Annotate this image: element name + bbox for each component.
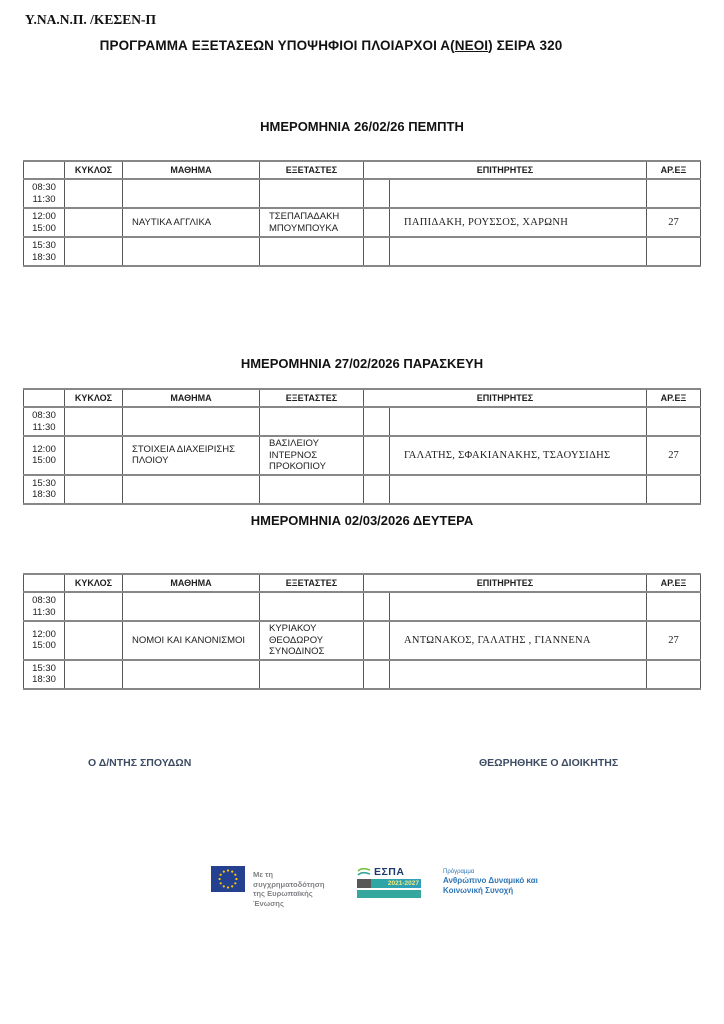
time-cell	[24, 237, 65, 266]
subject-header: ΜΑΘΗΜΑ	[123, 574, 260, 592]
cell-line: 18:30	[32, 674, 56, 685]
cycle-header: ΚΥΚΛΟΣ	[65, 161, 123, 179]
subject-cell	[123, 592, 260, 621]
eu-cofunding-line1: Με τη συγχρηματοδότηση	[253, 870, 325, 889]
cell-line: 11:30	[32, 421, 56, 433]
gap-cell	[364, 621, 390, 660]
time-cell	[24, 407, 65, 436]
program-line1: Ανθρώπινο Δυναμικό και	[443, 876, 538, 885]
cell-line: 18:30	[32, 489, 56, 500]
time-cell	[24, 436, 65, 475]
page-title	[0, 38, 724, 53]
cell-line: ΚΥΡΙΑΚΟΥ	[269, 623, 317, 634]
page-title-suffix: ) ΣΕΙΡΑ 320	[488, 38, 563, 53]
examiners-cell	[260, 237, 364, 266]
gap-cell	[364, 208, 390, 237]
espa-name: ΕΣΠΑ	[374, 866, 405, 878]
examiners-cell	[260, 436, 364, 475]
time-cell	[24, 660, 65, 689]
count-cell	[647, 475, 701, 504]
table-row	[24, 475, 701, 504]
time-header	[24, 161, 65, 179]
espa-tagline-bar	[357, 890, 421, 898]
espa-logo	[357, 866, 421, 898]
program-label: Πρόγραμμα	[443, 869, 475, 875]
cell-line: 15:00	[32, 640, 56, 652]
cycle-cell	[65, 407, 123, 436]
cycle-cell	[65, 592, 123, 621]
cycle-cell	[65, 475, 123, 504]
espa-wave-icon	[357, 867, 371, 878]
subject-cell	[123, 660, 260, 689]
signature-commander: ΘΕΩΡΗΘΗΚΕ Ο ΔΙΟΙΚΗΤΗΣ	[479, 757, 619, 769]
subject-cell	[123, 407, 260, 436]
invigilators-header: ΕΠΙΤΗΡΗΤΕΣ	[364, 574, 647, 592]
gap-cell	[364, 407, 390, 436]
cell-line: 11:30	[32, 606, 56, 618]
subject-cell	[123, 237, 260, 266]
cell-line: 15:00	[32, 455, 56, 467]
time-cell	[24, 475, 65, 504]
subject-header: ΜΑΘΗΜΑ	[123, 389, 260, 407]
cell-line: 08:30	[32, 595, 56, 606]
cell-line: ΙΝΤΕΡΝΟΣ	[269, 449, 318, 461]
subject-cell: ΝΑΥΤΙΚΑ ΑΓΓΛΙΚΑ	[123, 208, 260, 237]
cell-line: ΠΡΟΚΟΠΙΟΥ	[269, 461, 326, 472]
cell-line: ΣΥΝΟΔΙΝΟΣ	[269, 646, 325, 657]
cycle-cell	[65, 208, 123, 237]
subject-cell	[123, 179, 260, 208]
cell-line: 15:30	[32, 240, 56, 251]
gap-cell	[364, 436, 390, 475]
exam-table-3	[23, 573, 701, 690]
cell-line: 11:30	[32, 193, 56, 205]
subject-header: ΜΑΘΗΜΑ	[123, 161, 260, 179]
cell-line: ΜΠΟΥΜΠΟΥΚΑ	[269, 222, 339, 234]
cell-line: 15:30	[32, 477, 56, 489]
examiners-cell	[260, 475, 364, 504]
gap-cell	[364, 592, 390, 621]
signature-director-of-studies: Ο Δ/ΝΤΗΣ ΣΠΟΥΔΩΝ	[88, 757, 192, 769]
cell-line: 08:30	[32, 410, 56, 421]
table-header-row	[24, 161, 701, 179]
table-header-row	[24, 574, 701, 592]
invigilators-cell	[390, 237, 647, 266]
invigilators-cell: ΠΑΠΙΔΑΚΗ, ΡΟΥΣΣΟΣ, ΧΑΡΩΝΗ	[390, 208, 647, 237]
program-line2: Κοινωνική Συνοχή	[443, 886, 514, 895]
count-header: ΑΡ.ΕΞ	[647, 161, 701, 179]
invigilators-cell	[390, 592, 647, 621]
cycle-header: ΚΥΚΛΟΣ	[65, 574, 123, 592]
cell-line: 08:30	[32, 182, 56, 193]
invigilators-cell	[390, 407, 647, 436]
examiners-cell	[260, 592, 364, 621]
invigilators-cell: ΑΝΤΩΝΑΚΟΣ, ΓΑΛΑΤΗΣ , ΓΙΑΝΝΕΝΑ	[390, 621, 647, 660]
table-row	[24, 592, 701, 621]
examiners-cell	[260, 179, 364, 208]
count-cell: 27	[647, 621, 701, 660]
cell-line: 15:30	[32, 662, 56, 674]
table-row	[24, 660, 701, 689]
gap-cell	[364, 179, 390, 208]
funding-logos	[211, 866, 563, 908]
eu-cofunding-line2: της Ευρωπαϊκής Ένωσης	[253, 889, 313, 908]
count-header: ΑΡ.ΕΞ	[647, 574, 701, 592]
cell-line: ΘΕΟΔΩΡΟΥ	[269, 634, 324, 646]
table-row	[24, 237, 701, 266]
time-cell	[24, 208, 65, 237]
examiners-header: ΕΞΕΤΑΣΤΕΣ	[260, 389, 364, 407]
invigilators-cell	[390, 475, 647, 504]
cycle-cell	[65, 436, 123, 475]
cell-line: 15:00	[32, 222, 56, 234]
examiners-cell	[260, 660, 364, 689]
page-title-underlined: ΝΕΟΙ	[454, 38, 489, 53]
table-row	[24, 208, 701, 237]
exam-table-2	[23, 388, 701, 505]
exam-table-1	[23, 160, 701, 267]
time-header	[24, 389, 65, 407]
cycle-header: ΚΥΚΛΟΣ	[65, 389, 123, 407]
subject-cell: ΣΤΟΙΧΕΙΑ ΔΙΑΧΕΙΡΙΣΗΣ ΠΛΟΙΟΥ	[123, 436, 260, 475]
count-cell	[647, 592, 701, 621]
gap-cell	[364, 660, 390, 689]
count-cell: 27	[647, 436, 701, 475]
cell-line: 18:30	[32, 251, 56, 263]
count-cell	[647, 237, 701, 266]
invigilators-header: ΕΠΙΤΗΡΗΤΕΣ	[364, 389, 647, 407]
eu-flag-icon	[211, 866, 245, 892]
time-cell	[24, 179, 65, 208]
invigilators-header: ΕΠΙΤΗΡΗΤΕΣ	[364, 161, 647, 179]
subject-cell	[123, 475, 260, 504]
time-cell	[24, 592, 65, 621]
count-cell	[647, 660, 701, 689]
table-header-row	[24, 389, 701, 407]
cell-line: 12:00	[32, 443, 56, 455]
table-row	[24, 179, 701, 208]
count-header: ΑΡ.ΕΞ	[647, 389, 701, 407]
examiners-header: ΕΞΕΤΑΣΤΕΣ	[260, 574, 364, 592]
cycle-cell	[65, 237, 123, 266]
program-text	[443, 868, 563, 896]
gap-cell	[364, 237, 390, 266]
examiners-cell	[260, 407, 364, 436]
cycle-cell	[65, 179, 123, 208]
date-heading-3: ΗΜΕΡΟΜΗΝΙΑ 02/03/2026 ΔΕΥΤΕΡΑ	[250, 513, 474, 528]
count-cell	[647, 179, 701, 208]
espa-years: 2021-2027	[357, 879, 421, 888]
eu-stars-icon	[211, 866, 245, 892]
examiners-cell	[260, 208, 364, 237]
cycle-cell	[65, 621, 123, 660]
examiners-header: ΕΞΕΤΑΣΤΕΣ	[260, 161, 364, 179]
table-row	[24, 407, 701, 436]
gap-cell	[364, 475, 390, 504]
cell-line: 12:00	[32, 628, 56, 640]
page-title-prefix: ΠΡΟΓΡΑΜΜΑ ΕΞΕΤΑΣΕΩΝ ΥΠΟΨΗΦΙΟΙ ΠΛΟΙΑΡΧΟΙ Α(	[99, 38, 455, 53]
date-heading-2: ΗΜΕΡΟΜΗΝΙΑ 27/02/2026 ΠΑΡΑΣΚΕΥΗ	[240, 356, 484, 371]
table-row	[24, 436, 701, 475]
date-heading-1: ΗΜΕΡΟΜΗΝΙΑ 26/02/26 ΠΕΜΠΤΗ	[260, 119, 464, 134]
cycle-cell	[65, 660, 123, 689]
table-row	[24, 621, 701, 660]
invigilators-cell	[390, 660, 647, 689]
invigilators-cell: ΓΑΛΑΤΗΣ, ΣΦΑΚΙΑΝΑΚΗΣ, ΤΣΑΟΥΣΙΔΗΣ	[390, 436, 647, 475]
count-cell: 27	[647, 208, 701, 237]
invigilators-cell	[390, 179, 647, 208]
cell-line: 12:00	[32, 211, 56, 222]
eu-cofunding-text	[253, 870, 341, 908]
org-header: Υ.ΝΑ.Ν.Π. /ΚΕΣΕΝ-Π	[25, 12, 156, 27]
cell-line: ΒΑΣΙΛΕΙΟΥ	[269, 438, 319, 449]
time-header	[24, 574, 65, 592]
count-cell	[647, 407, 701, 436]
cell-line: ΤΣΕΠΑΠΑΔΑΚΗ	[269, 211, 340, 222]
time-cell	[24, 621, 65, 660]
examiners-cell	[260, 621, 364, 660]
subject-cell: ΝΟΜΟΙ ΚΑΙ ΚΑΝΟΝΙΣΜΟΙ	[123, 621, 260, 660]
